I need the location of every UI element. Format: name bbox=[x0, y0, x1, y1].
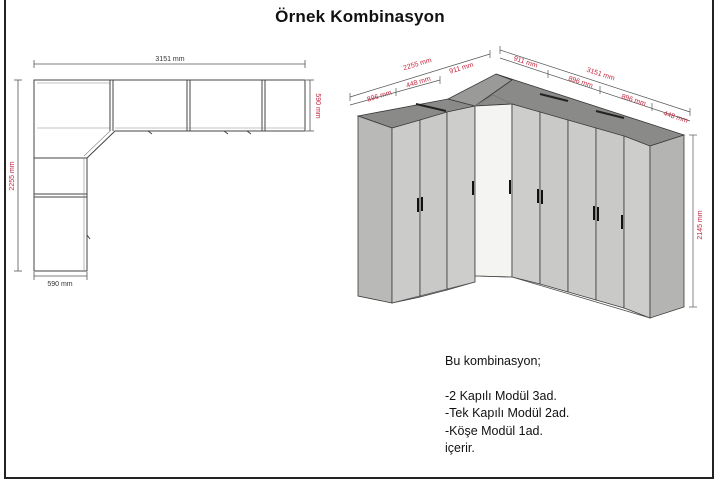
door-left-1 bbox=[392, 120, 420, 303]
plan-depth-bottom-label: 590 mm bbox=[47, 281, 73, 288]
plan-height-label: 2255 mm bbox=[9, 161, 16, 191]
door-right-3 bbox=[568, 120, 596, 300]
plan-view bbox=[14, 60, 314, 280]
dim-right-seg-4: 448 mm bbox=[662, 110, 689, 125]
side-panel-right bbox=[650, 135, 684, 318]
plan-width-label: 3151 mm bbox=[155, 56, 185, 63]
note-item-corner: -Köşe Modül 1ad. bbox=[445, 424, 543, 438]
dim-height: 2145 mm bbox=[697, 210, 704, 240]
door-left-2 bbox=[420, 112, 447, 297]
dim-right-seg-3: 896 mm bbox=[620, 93, 647, 108]
note-intro: Bu kombinasyon; bbox=[445, 354, 541, 368]
dim-right-seg-1: 911 mm bbox=[512, 55, 539, 70]
door-right-1 bbox=[512, 104, 540, 284]
plan-depth-right-label: 590 mm bbox=[314, 93, 321, 119]
plan-depth-right-dimension bbox=[306, 80, 314, 131]
plan-depth-bottom-dimension bbox=[34, 272, 87, 280]
plan-outline bbox=[34, 80, 305, 271]
dim-left-total: 2255 mm bbox=[402, 56, 433, 73]
door-right-5 bbox=[624, 136, 650, 318]
dim-left-seg-1: 896 mm bbox=[366, 89, 393, 104]
perspective-view bbox=[358, 74, 684, 318]
page-title: Örnek Kombinasyon bbox=[275, 7, 445, 26]
corner-module-interior bbox=[475, 104, 512, 277]
dim-left-seg-3: 911 mm bbox=[448, 61, 475, 76]
dim-left-seg-2: 448 mm bbox=[405, 75, 432, 90]
dim-right-total: 3151 mm bbox=[585, 66, 616, 83]
note-item-double-door: -2 Kapılı Modül 3ad. bbox=[445, 389, 557, 403]
door-left-3 bbox=[447, 106, 475, 290]
dim-right-seg-2: 896 mm bbox=[567, 75, 594, 90]
door-right-4 bbox=[596, 128, 624, 308]
side-panel-left bbox=[358, 116, 392, 303]
door-right-2 bbox=[540, 112, 568, 292]
note-outro: içerir. bbox=[445, 441, 475, 455]
note-item-single-door: -Tek Kapılı Modül 2ad. bbox=[445, 406, 570, 420]
